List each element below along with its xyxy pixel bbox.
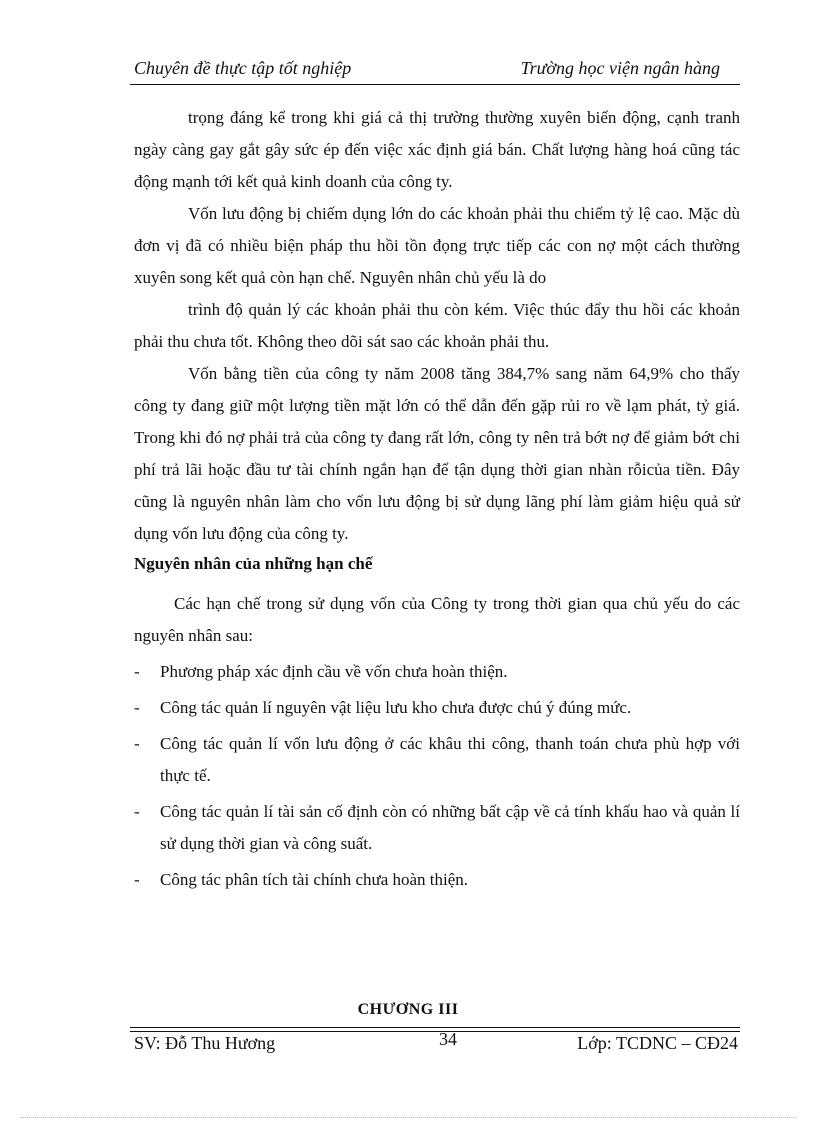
footer-rule-bottom xyxy=(130,1031,740,1032)
paragraph-4: Vốn bằng tiền của công ty năm 2008 tăng 384,7% sang năm 64,9% cho thấy công ty đang giữ một lượng tiền mặt lớn có thể dẫn đến gặp rủi ro về lạm phát, tỷ giá. Trong khi đó nợ phải trả của công ty đang rất lớn, công ty nên trả bớt nợ để giảm bớt chi phí trả lãi hoặc đầu tư tài chính ngắn hạn để tận dụng thời gian nhàn rỗicủa tiền. Đây cũng là nguyên nhân làm cho vốn lưu động bị sử dụng lãng phí làm giảm hiệu quả sử dụng vốn lưu động của công ty. xyxy=(134,364,740,543)
page-number: 34 xyxy=(439,1029,457,1049)
list-item-text: Công tác phân tích tài chính chưa hoàn thiện. xyxy=(160,870,469,889)
section-heading: Nguyên nhân của những hạn chế xyxy=(134,554,373,573)
page-footer xyxy=(134,1029,738,1059)
page-edge-divider xyxy=(20,1117,796,1118)
footer-student: SV: Đỗ Thu Hương xyxy=(134,1033,276,1053)
paragraph-1: trọng đáng kể trong khi giá cả thị trường thường xuyên biến động, cạnh tranh ngày càng gay gắt gây sức ép đến việc xác định giá bán. Chất lượng hàng hoá cũng tác động mạnh tới kết quả kinh doanh của công ty. xyxy=(134,108,740,191)
list-item-text: Công tác quản lí nguyên vật liệu lưu kho chưa được chú ý đúng mức. xyxy=(160,698,632,717)
page-body xyxy=(134,102,740,900)
bullet-dash: - xyxy=(134,734,140,753)
cause-list xyxy=(134,656,740,896)
list-item-text: Phương pháp xác định cầu về vốn chưa hoàn thiện. xyxy=(160,662,508,681)
bullet-dash: - xyxy=(134,802,140,821)
list-item-text: Công tác quản lí vốn lưu động ở các khâu thi công, thanh toán chưa phù hợp với thực tế. xyxy=(160,734,740,785)
chapter-title: CHƯƠNG III xyxy=(357,1001,459,1018)
list-item xyxy=(134,692,740,724)
paragraph-2: Vốn lưu động bị chiếm dụng lớn do các khoản phải thu chiếm tỷ lệ cao. Mặc dù đơn vị đã có nhiều biện pháp thu hồi tồn đọng trực tiếp các con nợ một cách thường xuyên song kết quả còn hạn chế. Nguyên nhân chủ yếu là do xyxy=(134,204,740,287)
list-item-text: Công tác quản lí tài sản cố định còn có những bất cập về cả tính khấu hao và quản lí sử dụng thời gian và công suất. xyxy=(160,802,740,853)
footer-class: Lớp: TCDNC – CĐ24 xyxy=(577,1033,738,1053)
list-item xyxy=(134,728,740,792)
intro-paragraph: Các hạn chế trong sử dụng vốn của Công ty trong thời gian qua chủ yếu do các nguyên nhân sau: xyxy=(134,594,740,645)
list-item xyxy=(134,656,740,688)
footer-rule-top xyxy=(130,1027,740,1028)
list-item xyxy=(134,864,740,896)
header-school: Trường học viện ngân hàng xyxy=(520,58,720,78)
bullet-dash: - xyxy=(134,870,140,889)
paragraph-3: trình độ quản lý các khoản phải thu còn kém. Việc thúc đẩy thu hồi các khoản phải thu chưa tốt. Không theo dõi sát sao các khoản phải thu. xyxy=(134,300,740,351)
list-item xyxy=(134,796,740,860)
bullet-dash: - xyxy=(134,662,140,681)
header-title: Chuyên đề thực tập tốt nghiệp xyxy=(134,58,352,78)
page-header xyxy=(134,56,730,84)
header-rule xyxy=(130,84,740,85)
bullet-dash: - xyxy=(134,698,140,717)
